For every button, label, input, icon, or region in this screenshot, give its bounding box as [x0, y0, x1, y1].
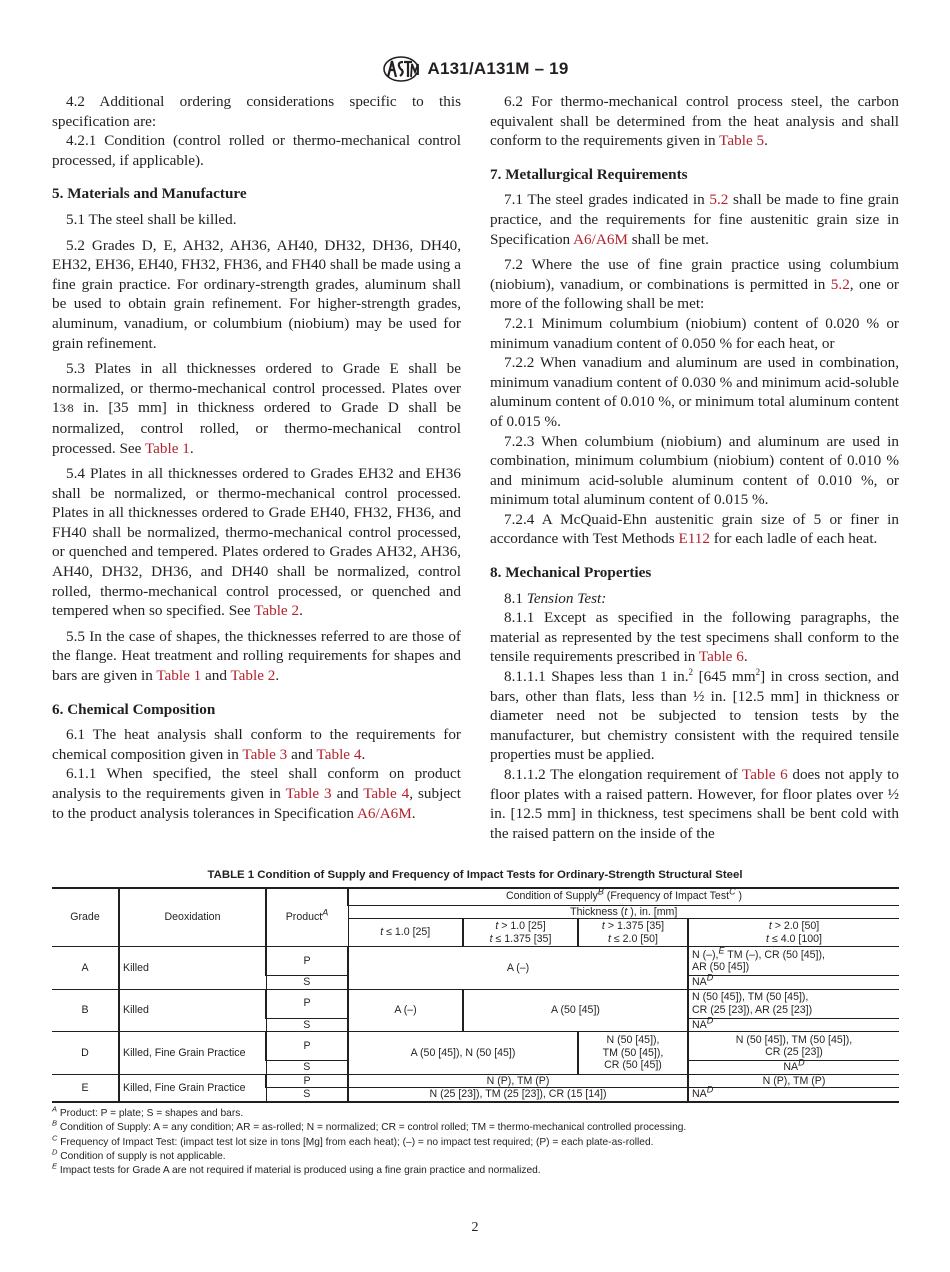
link-table-1[interactable]: Table 1 — [144, 439, 190, 457]
header-thickness — [348, 905, 899, 919]
footnote-mark: B — [52, 1118, 58, 1128]
footnote-b — [52, 1118, 899, 1135]
header-deoxidation: Deoxidation — [119, 888, 266, 947]
text: . — [764, 132, 768, 150]
text: t — [380, 926, 384, 939]
text: for each ladle of each heat. — [709, 530, 878, 548]
astm-logo-icon — [382, 55, 420, 83]
text: > 2.0 [50] — [771, 920, 820, 932]
text: . — [411, 804, 416, 822]
text: t — [624, 905, 628, 918]
cell-condition: N (P), TM (P) — [348, 1074, 688, 1088]
paragraph-8-1-1-1 — [490, 667, 899, 765]
text: NA — [692, 976, 707, 989]
footnote-mark: E — [718, 944, 725, 955]
header-thickness-2 — [463, 919, 578, 947]
paragraph-4-2: 4.2 Additional ordering considerations specific to this specification are: — [52, 93, 461, 130]
link-section-5-2[interactable]: 5.2 — [709, 191, 729, 209]
link-table-5[interactable]: Table 5 — [719, 132, 765, 150]
text: Product — [285, 911, 323, 924]
header-thickness-1 — [348, 919, 463, 947]
paragraph-5-3 — [52, 359, 461, 458]
link-table-6[interactable]: Table 6 — [742, 766, 788, 783]
text: TM (50 [45]), — [602, 1046, 664, 1059]
table-row — [52, 947, 899, 976]
text: t — [608, 932, 611, 945]
text: does not apply to floor plates with a raised pattern. However, for floor plates over ½ in. [12.5 mm] in thickness, test specimens shall be bent cold with the raised pattern on the inside of the — [490, 766, 899, 842]
paragraph-5-5 — [52, 627, 461, 686]
section-heading-5: 5. Materials and Manufacture — [52, 185, 247, 203]
text: NA — [692, 1088, 707, 1101]
text: [645 mm — [693, 668, 756, 686]
cell-condition — [688, 1057, 899, 1075]
header-product — [266, 888, 348, 947]
text: (Frequency of Impact Test — [603, 890, 730, 903]
footnote-mark: B — [597, 886, 604, 897]
section-heading-7: 7. Metallurgical Requirements — [490, 165, 688, 183]
footnote-e — [52, 1161, 899, 1178]
link-table-1[interactable]: Table 1 — [156, 667, 202, 685]
text: > 1.375 [35] — [604, 920, 665, 932]
superscript: 2 — [755, 666, 761, 677]
text: , one or more of the following shall be met: — [490, 275, 899, 313]
paragraph-7-2-2: 7.2.2 When vanadium and aluminum are used in combination, minimum vanadium content of 0.030 % and minimum acid-soluble aluminum content of 0.010 %, or minimum total aluminum content of 0.015 %. — [490, 354, 899, 430]
header-condition-of-supply — [348, 888, 899, 905]
paragraph-7-1 — [490, 190, 899, 249]
footnote-mark: A — [322, 907, 329, 918]
footnote-mark: C — [52, 1133, 58, 1143]
text: ≤ 4.0 [100] — [769, 932, 822, 945]
cell-product: S — [266, 1088, 348, 1102]
text: t — [601, 920, 605, 932]
cell-condition — [688, 972, 899, 990]
text: Impact tests for Grade A are not required if material is produced using a fine grain practice and normalized. — [59, 1165, 541, 1177]
cell-deoxidation: Killed — [119, 989, 266, 1032]
cell-deoxidation: Killed, Fine Grain Practice — [119, 1032, 266, 1075]
text: TM (–), CR (50 [45]), — [724, 948, 825, 961]
cell-grade: D — [52, 1032, 119, 1075]
link-table-2[interactable]: Table 2 — [254, 602, 300, 620]
cell-product: S — [266, 976, 348, 990]
link-a6-a6m[interactable]: A6/A6M — [573, 230, 628, 248]
cell-condition: N (P), TM (P) — [688, 1074, 899, 1088]
text: 8.1.1 Except as specified in the following paragraphs, the material as represented by the test specimens shall conform to the tensile requirements prescribed in — [490, 609, 899, 666]
table-title: TABLE 1 Condition of Supply and Frequency of Impact Tests for Ordinary-Strength Structural Steel — [207, 869, 743, 881]
footnote-mark: C — [729, 886, 736, 897]
footnote-mark: D — [798, 1057, 805, 1068]
paragraph-5-4 — [52, 464, 461, 621]
text: 7.2 Where the use of fine grain practice using columbium (niobium), vanadium, or combinations is permitted in — [490, 256, 899, 293]
cell-condition — [688, 1032, 899, 1061]
link-section-5-2[interactable]: 5.2 — [830, 275, 850, 293]
text: t — [768, 920, 772, 932]
footnote-c — [52, 1133, 899, 1150]
text: > 1.0 [25] — [498, 920, 546, 932]
link-table-4[interactable]: Table 4 — [316, 745, 362, 763]
text: Thickness ( — [570, 905, 625, 918]
fraction: 3⁄8 — [59, 401, 74, 416]
paragraph-7-2-4 — [490, 510, 899, 549]
link-table-3[interactable]: Table 3 — [242, 745, 288, 763]
cell-condition — [688, 1084, 899, 1102]
text: ≤ 1.375 [35] — [492, 932, 552, 945]
text: t — [766, 932, 769, 945]
text: CR (25 [23]) — [765, 1046, 823, 1059]
cell-product: S — [266, 1018, 348, 1032]
table-footnotes — [52, 1104, 899, 1178]
text: t — [489, 932, 493, 945]
text: Condition of supply is not applicable. — [60, 1150, 226, 1162]
paragraph-8-1-1 — [490, 608, 899, 667]
text: ] in cross section, and bars, other than flats, less than ½ in. [12.5 mm] in thickness or diameter need not be subjected to tension tests by the manufacturer, but chemistry consistent with the required tensile properties must be applied. — [490, 668, 899, 764]
text: N (50 [45]), TM (50 [45]), — [692, 991, 809, 1004]
cell-condition: A (50 [45]), N (50 [45]) — [348, 1032, 578, 1075]
cell-product: P — [266, 1074, 348, 1088]
section-heading-8: 8. Mechanical Properties — [490, 564, 652, 582]
cell-deoxidation: Killed — [119, 947, 266, 990]
cell-condition — [688, 944, 899, 976]
table-row — [52, 989, 899, 1018]
superscript: 2 — [688, 666, 694, 677]
footnote-d — [52, 1147, 899, 1164]
cell-condition — [578, 1032, 688, 1075]
page-number: 2 — [471, 1220, 479, 1235]
paragraph-7-2 — [490, 255, 899, 314]
text: ) — [735, 890, 743, 903]
text: shall be met. — [627, 230, 709, 248]
footnote-mark: D — [706, 1015, 714, 1026]
text: CR (25 [23]), AR (25 [23]) — [692, 1003, 813, 1016]
text: 5.3 Plates in all thicknesses ordered to Grade E shall be normalized, or thermo-mechanical control processed. Plates over 1 — [52, 360, 461, 417]
text: ≤ 1.0 [25] — [383, 926, 431, 939]
text: Condition of Supply: A = any condition; AR = as-rolled; N = normalized; CR = control rolled; TM = thermo-mechanical controlled processing. — [59, 1122, 687, 1134]
page-header — [0, 54, 950, 84]
cell-condition — [688, 1015, 899, 1032]
cell-condition — [688, 989, 899, 1018]
paragraph-7-2-1: 7.2.1 Minimum columbium (niobium) content of 0.020 % or minimum vanadium content of 0.050 % for each heat, or — [490, 314, 899, 352]
text: 7.2.4 A McQuaid-Ehn austenitic grain size of 5 or finer in accordance with Test Methods — [490, 510, 899, 548]
table-row — [52, 1074, 899, 1088]
link-a6-a6m[interactable]: A6/A6M — [356, 804, 412, 822]
paragraph-5-1: 5.1 The steel shall be killed. — [66, 210, 237, 228]
text: ≤ 2.0 [50] — [610, 932, 658, 945]
paragraph-4-2-1: 4.2.1 Condition (control rolled or thermo-mechanical control processed, if applicable). — [52, 132, 461, 169]
text: . — [275, 667, 280, 685]
table-1 — [52, 887, 899, 1103]
cell-deoxidation: Killed, Fine Grain Practice — [119, 1074, 266, 1102]
paragraph-6-1-1 — [52, 764, 461, 823]
text: 8.1.1.2 The elongation requirement of — [504, 766, 743, 783]
paragraph-6-1 — [52, 725, 461, 764]
text: AR (50 [45]) — [692, 961, 750, 974]
text: and — [331, 785, 364, 802]
footnote-a — [52, 1104, 899, 1121]
table-header-row — [52, 888, 899, 905]
header-thickness-3 — [578, 919, 688, 947]
cell-condition: A (50 [45]) — [463, 989, 688, 1032]
text: 5.5 In the case of shapes, the thicknesses referred to are those of the flange. Heat treatment and rolling requirements for shapes and bars are given in — [52, 627, 461, 685]
paragraph-8-1 — [490, 589, 899, 609]
text: CR (50 [45]) — [604, 1059, 662, 1072]
link-table-2[interactable]: Table 2 — [230, 667, 276, 685]
text: N (50 [45]), TM (50 [45]), — [735, 1033, 853, 1046]
right-column — [490, 92, 899, 843]
text: and — [287, 745, 317, 763]
text: t — [495, 920, 499, 932]
cell-grade: E — [52, 1074, 119, 1102]
footnote-mark: D — [706, 972, 714, 983]
text: , subject to the product analysis tolerances in Specification — [52, 785, 462, 822]
text: in. [35 mm] in thickness ordered to Grade D shall be normalized, control rolled, or thermo-mechanical control processed. See — [52, 399, 461, 457]
paragraph-6-2 — [490, 92, 899, 151]
text: 7.1 The steel grades indicated in — [504, 191, 710, 209]
footnote-mark: A — [52, 1104, 58, 1114]
table-row — [52, 1032, 899, 1061]
link-table-3[interactable]: Table 3 — [285, 785, 332, 802]
text: and — [201, 667, 231, 685]
section-heading-6: 6. Chemical Composition — [52, 700, 216, 718]
link-table-6[interactable]: Table 6 — [698, 648, 744, 666]
text: 8.1 — [504, 589, 527, 607]
footnote-mark: D — [706, 1084, 714, 1095]
cell-grade: B — [52, 989, 119, 1032]
text: . — [743, 648, 748, 666]
cell-condition: A (–) — [348, 989, 463, 1032]
cell-product: P — [266, 989, 348, 1018]
text: . — [189, 439, 194, 457]
link-table-4[interactable]: Table 4 — [363, 785, 410, 802]
paragraph-8-1-1-2 — [490, 765, 899, 843]
text: N (50 [45]), — [606, 1034, 660, 1047]
left-column — [52, 92, 461, 823]
header-thickness-4 — [688, 919, 899, 947]
cell-product: P — [266, 1032, 348, 1061]
text: ), in. [mm] — [627, 905, 678, 918]
cell-product: P — [266, 947, 348, 976]
cell-product: S — [266, 1061, 348, 1075]
footnote-mark: E — [52, 1161, 58, 1171]
document-id: A131/A131M – 19 — [427, 59, 569, 78]
paragraph-5-2: 5.2 Grades D, E, AH32, AH36, AH40, DH32, DH36, DH40, EH32, EH36, EH40, FH32, FH36, and FH40 shall be made using a fine grain practice. For ordinary-strength grades, aluminum shall be used to obtain grain refinement. For higher-strength grades, aluminum, vanadium, or columbium (niobium) may be used for grain refinement. — [52, 236, 461, 352]
text: Frequency of Impact Test: (impact test lot size in tons [Mg] from each heat); (–) = no impact test required; (P) = each plate-as-rolled. — [60, 1136, 654, 1148]
text: NA — [783, 1061, 799, 1074]
cell-grade: A — [52, 947, 119, 990]
text: . — [361, 745, 366, 763]
header-grade: Grade — [52, 888, 119, 947]
italic-text: Tension Test: — [526, 589, 607, 607]
text: NA — [692, 1018, 707, 1031]
text: 6.1 The heat analysis shall conform to the requirements for chemical composition given in — [52, 726, 461, 763]
text: shall be made to fine grain practice, and the requirements for fine austenitic grain size in Specification — [490, 191, 899, 248]
cell-condition: A (–) — [348, 947, 688, 990]
link-e112[interactable]: E112 — [678, 530, 710, 548]
text: 5.4 Plates in all thicknesses ordered to Grades EH32 and EH36 shall be normalized, or thermo-mechanical control processed. Plates in all thicknesses ordered to Grade EH40, FH32, FH36, and FH40 shall be normalized, thermo-mechanical control processed, or quenched and tempered. Plates ordered to Grades AH32, AH36, AH40, DH32, DH36, and DH40 shall be normalized, control rolled, thermo-mechanical control processed, or quenched and tempered when so specified. See — [52, 465, 461, 620]
text: Product: P = plate; S = shapes and bars. — [59, 1108, 244, 1119]
text: 6.1.1 When specified, the steel shall conform on product analysis to the requirements given in — [52, 765, 461, 802]
text: Condition of Supply — [505, 890, 598, 903]
footnote-mark: D — [52, 1147, 58, 1157]
text: N (–), — [692, 948, 719, 961]
paragraph-7-2-3: 7.2.3 When columbium (niobium) and aluminum are used in combination, minimum columbium (niobium) content of 0.010 % and minimum acid-soluble aluminum content of 0.010 %, or minimum total aluminum content of 0.015 %. — [490, 432, 899, 509]
text: 8.1.1.1 Shapes less than 1 in. — [504, 668, 689, 686]
text: . — [299, 602, 303, 620]
text: 6.2 For thermo-mechanical control process steel, the carbon equivalent shall be determined from the heat analysis and shall conform to the requirements given in — [490, 93, 899, 150]
cell-condition: N (25 [23]), TM (25 [23]), CR (15 [14]) — [348, 1088, 688, 1102]
